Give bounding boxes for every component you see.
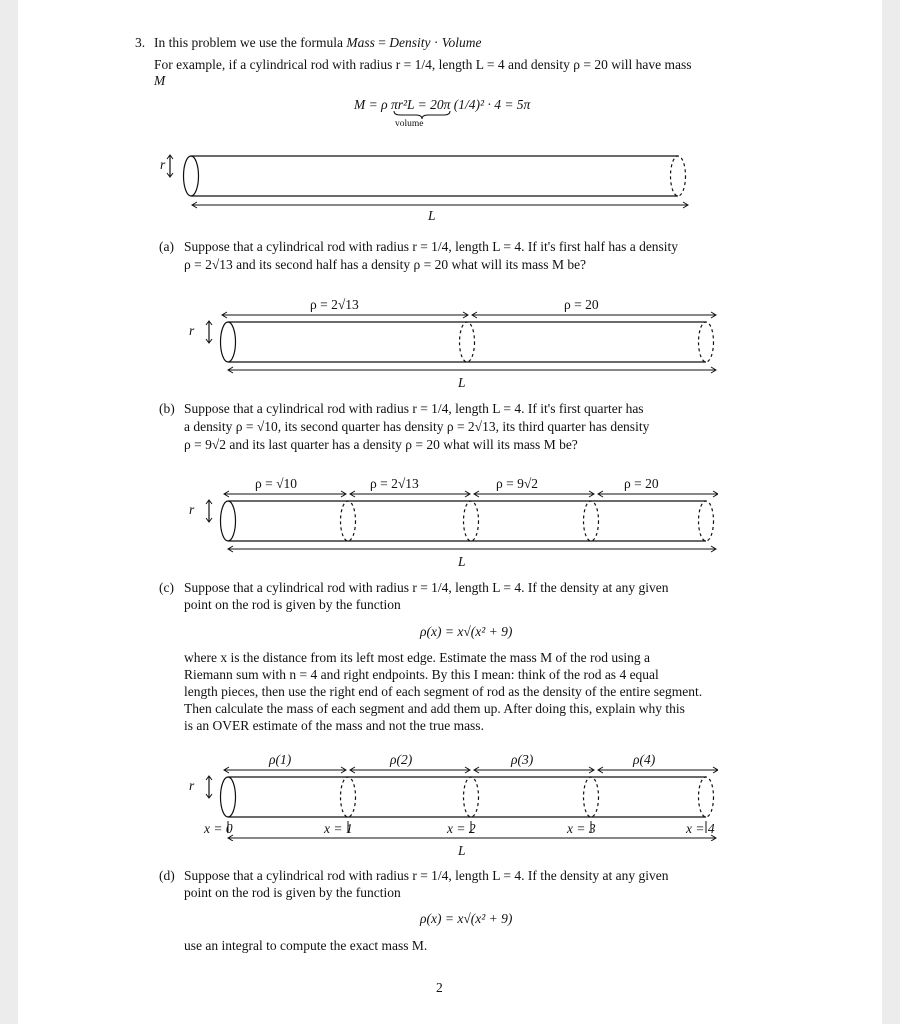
part-d-line-1: Suppose that a cylindrical rod with radius r = 1/4, length L = 4. If the density at any given (184, 868, 669, 883)
part-b-radius-label: r (189, 502, 195, 517)
example-line-2: M (154, 73, 166, 88)
part-c-para-2: Riemann sum with n = 4 and right endpoints. By this I mean: think of the rod as 4 equal (184, 667, 659, 682)
part-b-density-4: ρ = 20 (624, 476, 659, 491)
part-c-density-1: ρ(1) (269, 752, 292, 767)
radius-arrow (167, 155, 173, 177)
problem-intro-line (154, 34, 481, 51)
page (18, 0, 882, 1024)
diagram-part-a (178, 308, 718, 380)
part-a-density-2: ρ = 20 (564, 297, 599, 312)
problem-number: 3. (135, 35, 146, 50)
rod-body (221, 501, 714, 541)
formula-eq: = (378, 35, 386, 50)
part-a-density-1: ρ = 2√13 (310, 297, 359, 312)
part-c-line-2: point on the rod is given by the function (184, 597, 401, 612)
part-b-line-1: Suppose that a cylindrical rod with radius r = 1/4, length L = 4. If it's first quarter has (184, 401, 644, 416)
part-b-density-3: ρ = 9√2 (496, 476, 539, 491)
radius-label: r (160, 157, 166, 172)
length-arrow (228, 546, 716, 552)
diagram-part-b (178, 487, 718, 559)
length-arrow (192, 202, 688, 208)
part-c-density-2: ρ(2) (390, 752, 413, 767)
radius-arrow (206, 321, 212, 343)
part-c-para-1: where x is the distance from its left most edge. Estimate the mass M of the rod using a (184, 650, 651, 665)
part-a-line-2: ρ = 2√13 and its second half has a density ρ = 20 what will its mass M be? (184, 257, 587, 272)
part-d-line-3: use an integral to compute the exact mass M. (184, 938, 428, 953)
example-line-1: For example, if a cylindrical rod with radius r = 1/4, length L = 4 and density ρ = 20 will have mass (154, 57, 692, 72)
part-c-x-label-0: x = 0 (204, 821, 233, 836)
part-d-function: ρ(x) = x√(x² + 9) (420, 911, 513, 926)
part-b-label: (b) (159, 401, 175, 416)
formula-mass: Mass (346, 35, 375, 50)
part-c-density-4: ρ(4) (633, 752, 656, 767)
length-arrow (228, 367, 716, 373)
part-c-density-3: ρ(3) (511, 752, 534, 767)
rod-body (184, 156, 686, 196)
formula-volume: Volume (441, 35, 482, 50)
part-b-line-3: ρ = 9√2 and its last quarter has a density ρ = 20 what will its mass M be? (184, 437, 578, 452)
part-c-para-5: is an OVER estimate of the mass and not the true mass. (184, 718, 484, 733)
rod-body (221, 322, 714, 362)
volume-label: volume (395, 119, 424, 129)
page-number: 2 (436, 980, 443, 995)
segment-arrows (222, 312, 716, 318)
rod-body (221, 777, 714, 817)
part-c-length-label: L (458, 843, 466, 858)
part-c-label: (c) (159, 580, 174, 595)
segment-arrows (224, 767, 718, 773)
part-a-radius-label: r (189, 323, 195, 338)
example-equation: M = ρ πr²L = 20π (1/4)² · 4 = 5π (354, 97, 531, 112)
radius-arrow (206, 776, 212, 798)
part-c-x-label-4: x = 4 (686, 821, 715, 836)
part-c-function: ρ(x) = x√(x² + 9) (420, 624, 513, 639)
part-a-line-1: Suppose that a cylindrical rod with radius r = 1/4, length L = 4. If it's first half has a density (184, 239, 679, 254)
part-c-para-4: Then calculate the mass of each segment and add them up. After doing this, explain why this (184, 701, 685, 716)
problem-intro: In this problem we use the formula (154, 35, 343, 50)
part-c-line-1: Suppose that a cylindrical rod with radius r = 1/4, length L = 4. If the density at any given (184, 580, 669, 595)
part-b-length-label: L (458, 554, 466, 569)
part-a-label: (a) (159, 239, 174, 254)
formula-dot: · (433, 35, 439, 50)
part-c-x-label-1: x = 1 (324, 821, 353, 836)
part-a-length-label: L (458, 375, 466, 390)
radius-arrow (206, 500, 212, 522)
part-b-line-2: a density ρ = √10, its second quarter has density ρ = 2√13, its third quarter has density (184, 419, 650, 434)
part-d-label: (d) (159, 868, 175, 883)
segment-arrows (224, 491, 718, 497)
part-c-para-3: length pieces, then use the right end of each segment of rod as the density of the entire segment. (184, 684, 703, 699)
formula-density: Density (389, 35, 431, 50)
part-c-x-label-2: x = 2 (447, 821, 476, 836)
part-c-x-label-3: x = 3 (567, 821, 596, 836)
part-d-line-2: point on the rod is given by the function (184, 885, 401, 900)
part-b-density-1: ρ = √10 (255, 476, 298, 491)
part-b-density-2: ρ = 2√13 (370, 476, 419, 491)
length-label: L (428, 208, 436, 223)
part-c-radius-label: r (189, 778, 195, 793)
